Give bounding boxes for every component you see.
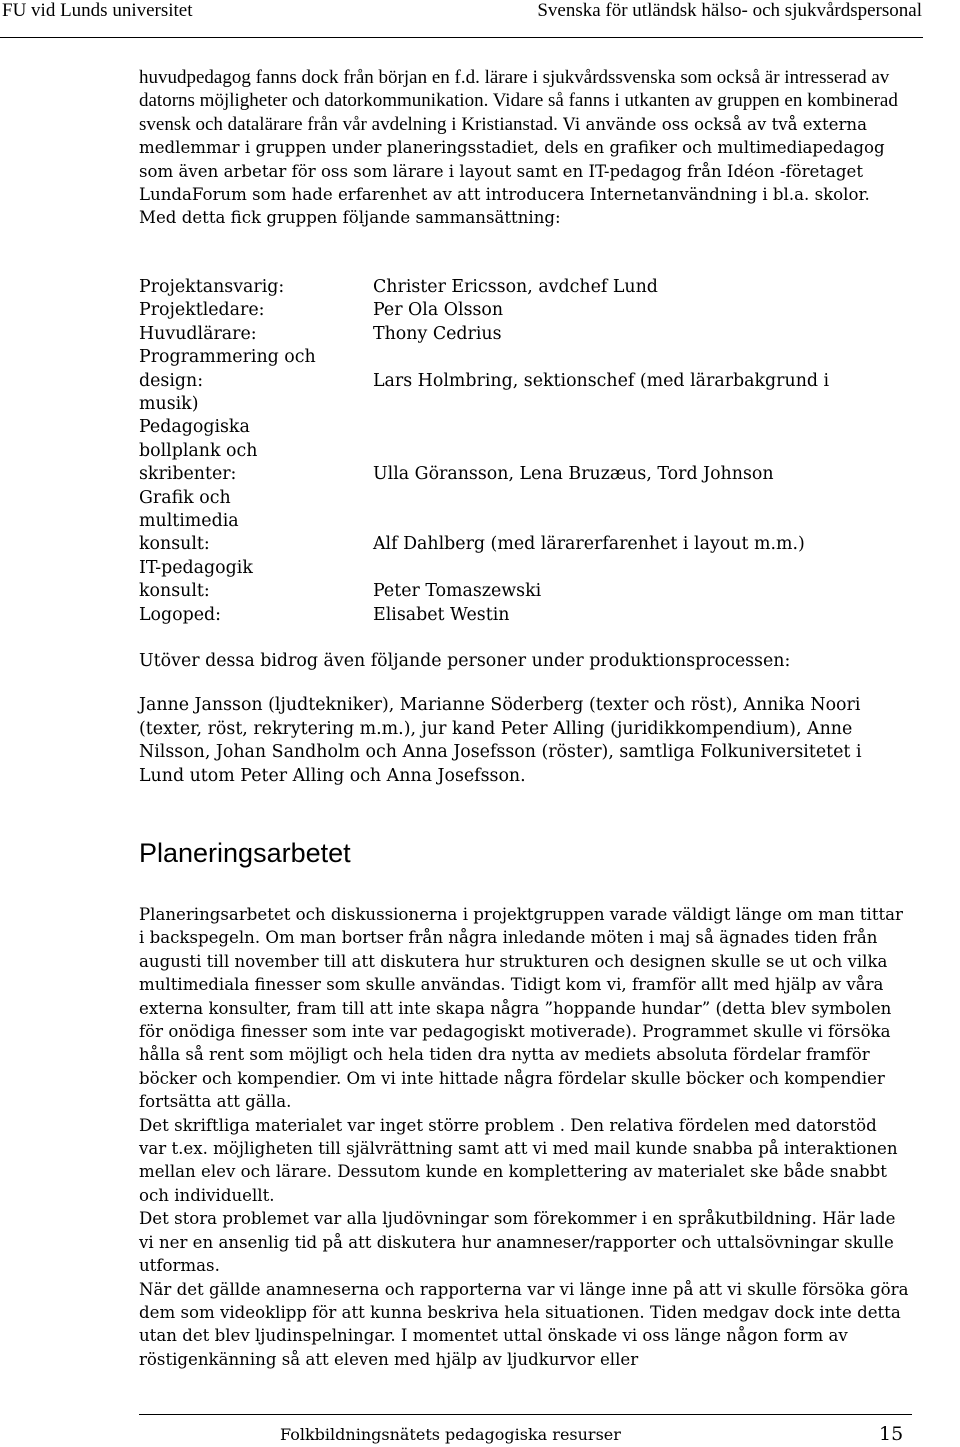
role-value: Per Ola Olsson <box>373 300 504 321</box>
role-value: Alf Dahlberg (med lärarerfarenhet i layout m.m.) <box>373 534 805 555</box>
role-label: Projektansvarig: <box>139 277 285 297</box>
header-divider <box>0 37 923 38</box>
footer-title: Folkbildningsnätets pedagogiska resurser <box>280 1425 621 1444</box>
header-institution: FU vid Lunds universitet <box>2 0 193 21</box>
planning-paragraph: Planeringsarbetet och diskussionerna i projektgruppen varade väldigt länge om man tittar i backspegeln. Om man bortser från några inledande möten i maj så ägnades tiden från augusti till november till att diskutera hur strukturen och designen skulle se ut och vilka multimediala finesser som skulle användas. Tidigt kom vi, framför allt med hjälp av våra externa konsulter, fram till att inte skapa några ”hoppande hundar” (detta blev symbolen för onödiga finesser som inte var pedagogiskt motiverade). Programmet skulle vi försöka hålla så rent som möjligt och hela tiden dra nytta av mediets absoluta fördelar framför böcker och kompendier. Om vi inte hittade några fördelar skulle böcker och kompendier fortsätta att gälla. <box>139 905 903 1112</box>
footer-divider <box>139 1414 912 1415</box>
role-value: Christer Ericsson, avdchef Lund <box>373 277 658 297</box>
role-value: Peter Tomaszewski <box>373 581 542 602</box>
planning-body <box>139 903 909 1371</box>
contributors-intro: Utöver dessa bidrog även följande personer under produktionsprocessen: <box>139 651 791 671</box>
role-label: Projektledare: <box>139 300 265 321</box>
planning-paragraph: Det stora problemet var alla ljudövningar som förekommer i en språkutbildning. Här lade vi ner en ansenlig tid på att diskutera hur anamneser/rapporter och uttalsövningar skulle utformas. <box>139 1209 896 1276</box>
planning-paragraph: När det gällde anamneserna och rapporterna var vi länge inne på att vi skulle försöka göra dem som videoklipp för att kunna beskriva hela situationen. Tiden medgav dock inte detta utan det blev ljudinspelningar. I momentet uttal önskade vi oss länge någon form av röstigenkänning så att eleven med hjälp av ljudkurvor eller <box>139 1279 909 1369</box>
page-number: 15 <box>879 1423 904 1445</box>
planning-paragraph: Det skriftliga materialet var inget större problem . Den relativa fördelen med datorstöd var t.ex. möjligheten till självrättning samt att vi med mail kunde snabba på interaktionen mellan elev och lärare. Dessutom kunde en komplettering av materialet ske både snabbt och individuellt. <box>139 1115 898 1205</box>
intro-paragraph <box>139 66 909 230</box>
contributors-section <box>139 650 909 788</box>
header-course-title: Svenska för utländsk hälso- och sjukvårdspersonal <box>537 0 922 21</box>
role-value: Ulla Göransson, Lena Bruzæus, Tord Johnson <box>373 464 774 485</box>
role-label: Programmering och design: musik) <box>139 347 316 414</box>
role-label: Grafik och multimedia konsult: <box>139 487 239 555</box>
intro-text-part-2: Vi använde oss också av två externa medlemmar i gruppen under planeringsstadiet, dels en grafiker och multimediapedagog som även arbetar för oss som lärare i layout samt en IT-pedagog från Idéon -företaget LundaForum som hade erfarenhet av att introducera Internetanvändning i bl.a. skolor. Med detta fick gruppen följande sammansättning: <box>139 114 885 228</box>
contributors-names: Janne Jansson (ljudtekniker), Marianne Söderberg (texter och röst), Annika Noori (texter, röst, rekrytering m.m.), jur kand Peter Alling (juridikkompendium), Anne Nilsson, Johan Sandholm och Anna Josefsson (röster), samtliga Folkuniversitetet i Lund utom Peter Alling och Anna Josefsson. <box>139 695 862 786</box>
role-label: IT-pedagogik konsult: <box>139 557 253 602</box>
intro-text-part-1: huvudpedagog fanns dock från början en f.d. lärare i sjukvårdssvenska som också är intresserad av datorns möjligheter och datorkommunikation. Vidare så fanns i utkanten av gruppen en kombinerad svensk och datalärare från vår avdelning i Kristianstad. <box>139 67 898 135</box>
role-label: Logoped: <box>139 604 222 625</box>
role-value: Lars Holmbring, sektionschef (med lärarbakgrund i <box>373 370 830 391</box>
page-header <box>0 0 960 28</box>
section-heading: Planeringsarbetet <box>139 838 351 868</box>
role-label: Pedagogiska bollplank och skribenter: <box>139 417 258 485</box>
role-label: Huvudlärare: <box>139 323 257 344</box>
role-value: Thony Cedrius <box>373 323 502 344</box>
role-value: Elisabet Westin <box>373 604 510 625</box>
